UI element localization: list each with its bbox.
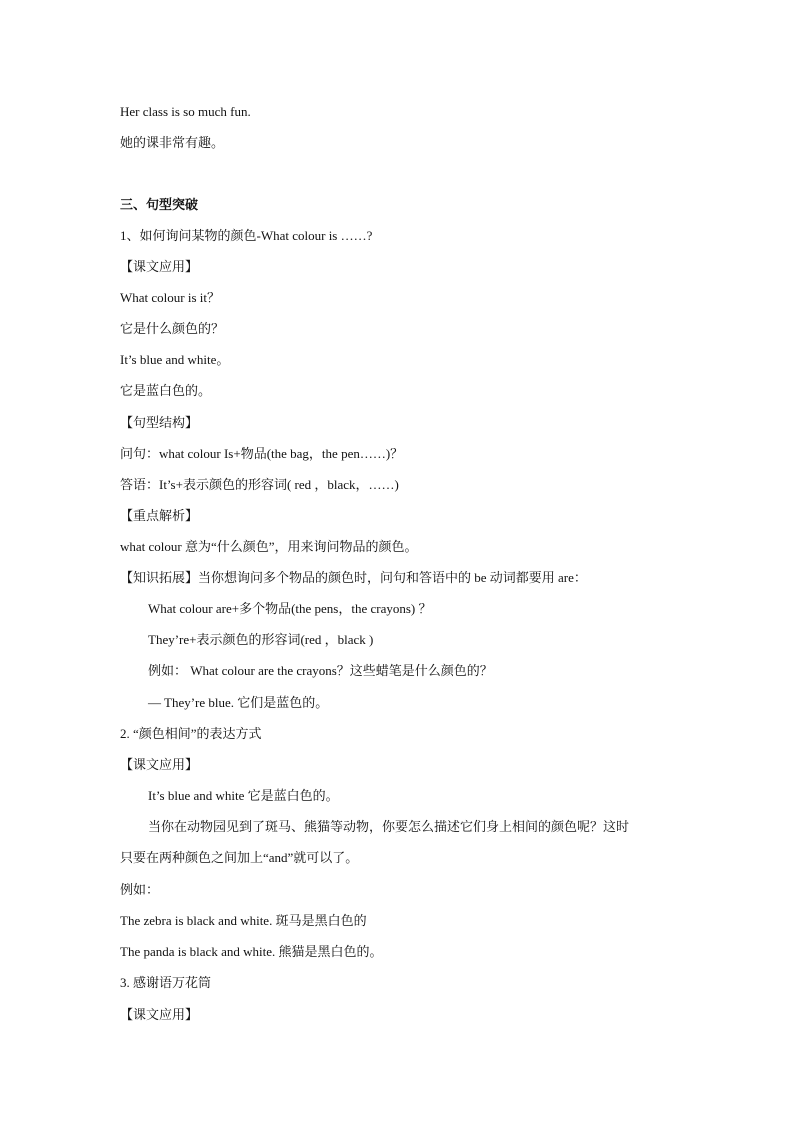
explanation-text-continued: 只要在两种颜色之间加上“and”就可以了。 bbox=[120, 850, 359, 865]
example-sentence: The panda is black and white. 熊猫是黑白色的。 bbox=[120, 944, 383, 959]
label-text-application: 【课文应用】 bbox=[120, 757, 199, 772]
label-text-application: 【课文应用】 bbox=[120, 1007, 199, 1022]
subsection-title: 2. “颜色相间”的表达方式 bbox=[120, 726, 262, 741]
explanation-text: 当你在动物园见到了斑马、熊猫等动物，你要怎么描述它们身上相间的颜色呢？这时 bbox=[148, 819, 630, 834]
example-question: 例如： What colour are the crayons？这些蜡笔是什么颜色的？ bbox=[148, 663, 493, 678]
answer-pattern: 答语：It’s+表示颜色的形容词( red ，black，……) bbox=[120, 477, 399, 492]
english-sentence: It’s blue and white。 bbox=[120, 352, 230, 367]
label-sentence-structure: 【句型结构】 bbox=[120, 415, 199, 430]
english-sentence: Her class is so much fun. bbox=[120, 104, 251, 119]
knowledge-extension: 【知识拓展】当你想询问多个物品的颜色时，问句和答语中的 be 动词都要用 are： bbox=[120, 570, 587, 585]
analysis-text: what colour 意为“什么颜色”，用来询问物品的颜色。 bbox=[120, 539, 418, 554]
question-pattern: 问句：what colour Is+物品(the bag，the pen……)？ bbox=[120, 446, 404, 461]
english-sentence: It’s blue and white 它是蓝白色的。 bbox=[148, 788, 339, 803]
plural-answer-pattern: They’re+表示颜色的形容词(red ，black ) bbox=[148, 632, 374, 647]
example-answer: — They’re blue. 它们是蓝色的。 bbox=[148, 695, 329, 710]
section-heading: 三、句型突破 bbox=[120, 197, 199, 212]
label-text-application: 【课文应用】 bbox=[120, 259, 199, 274]
label-key-analysis: 【重点解析】 bbox=[120, 508, 199, 523]
chinese-translation: 它是蓝白色的。 bbox=[120, 383, 212, 398]
example-sentence: The zebra is black and white. 斑马是黑白色的 bbox=[120, 913, 367, 928]
chinese-translation: 她的课非常有趣。 bbox=[120, 135, 225, 150]
english-sentence: What colour is it？ bbox=[120, 290, 221, 305]
example-label: 例如： bbox=[120, 882, 160, 897]
chinese-translation: 它是什么颜色的？ bbox=[120, 321, 225, 336]
subsection-title: 1、如何询问某物的颜色-What colour is ……? bbox=[120, 228, 373, 243]
subsection-title: 3. 感谢语万花筒 bbox=[120, 975, 212, 990]
plural-question-pattern: What colour are+多个物品(the pens，the crayons) ？ bbox=[148, 601, 432, 616]
